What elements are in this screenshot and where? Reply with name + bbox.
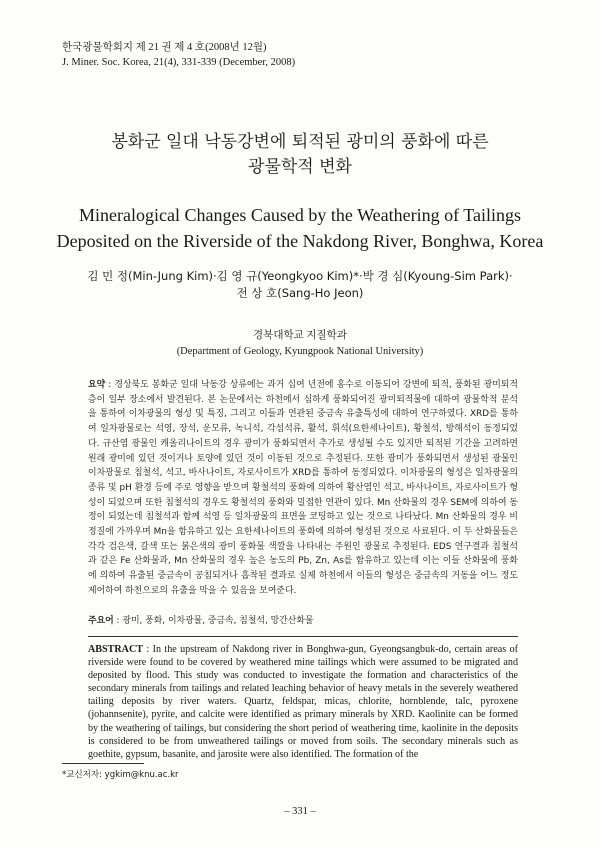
korean-abstract-label: 요약 xyxy=(88,380,106,390)
journal-header-english: J. Miner. Soc. Korea, 21(4), 331-339 (December, 2008) xyxy=(62,57,296,68)
korean-title-line-1: 봉화군 일대 낙동강변에 퇴적된 광미의 풍화에 따른 xyxy=(111,132,489,152)
keywords-label: 주요어 xyxy=(88,616,114,626)
journal-header xyxy=(62,40,295,70)
korean-title-line-2: 광물학적 변화 xyxy=(248,157,352,177)
author-list-line-2: 전 상 호(Sang-Ho Jeon) xyxy=(236,286,364,300)
korean-abstract xyxy=(88,378,518,599)
footnote-divider xyxy=(62,763,144,764)
journal-header-korean: 한국광물학회지 제 21 권 제 4 호(2008년 12월) xyxy=(62,42,267,53)
keywords-text: : 광미, 풍화, 이차광물, 중금속, 침철석, 망간산화물 xyxy=(113,616,314,626)
english-title-line-2: Deposited on the Riverside of the Nakdong River, Bonghwa, Korea xyxy=(56,231,544,251)
author-list-line-1: 김 민 정(Min-Jung Kim)·김 영 규(Yeongkyoo Kim)*·박 경 심(Kyoung-Sim Park)· xyxy=(87,269,513,283)
keywords xyxy=(88,614,518,628)
korean-abstract-text: : 경상북도 봉화군 일대 낙동강 상류에는 과거 십여 년전에 홍수로 이동되어 강변에 퇴적, 풍화된 광미퇴적층이 일부 장소에서 발견된다. 본 논문에서는 하천에서 심하게 풍화되어진 광미퇴적물에 대하여 광물학적 분석을 통하여 이차광물의 형성 및 특징, 그리고 이들과 연관된 중금속 유출특성에 대하여 연구하였다. XRD를 통하여 일차광물로는 석영, 장석, 운모류, 녹니석, 각섬석류, 활석, 휘석(요한세나이트), 황철석, 방해석이 동정되었다. 규산염 광물인 캐올리나이트의 경우 광미가 풍화되면서 추가로 생성될 수도 있지만 퇴적된 기간을 고려하면 원래 광미에 있던 것이거나 토양에 있던 것이 이동된 것으로 추정된다. 또한 광미가 풍화되면서 생성된 광물인 이차광물로 침철석, 석고, 바사나이트, 자로사이트가 XRD를 통하여 동정되었다. 이차광물의 형성은 일차광물의 종류 및 pH 환경 등에 주로 영향을 받으며 황철석의 풍화에 의하여 황산염인 석고, 바사나이트, 자로사이트가 형성이 되었으며 또한 침철석의 경우도 황철석의 풍화와 밀접한 연관이 있다. Mn 산화물의 경우 SEM에 의하여 동정이 되었는데 침철석과 함께 석영 등 일차광물의 표면을 코팅하고 있는 것으로 나타났다. Mn 산화물의 경우 비정질에 가까우며 Mn을 함유하고 있는 요한세나이트의 풍화에 의하여 형성된 것으로 사료된다. 이 두 산화물들은 각각 검은색, 갈색 또는 붉은색의 광미 풍화물 색깔을 나타내는 주원인 광물로 추정된다. EDS 연구결과 침철석과 같은 Fe 산화물과, Mn 산화물의 경우 높은 농도의 Pb, Zn, As를 함유하고 있는데 이는 이들 산화물에 풍화에 의하여 유출된 중금속이 공침되거나 흡착된 결과로 실제 하천에서 이들의 형성은 중금속의 거동을 어느 정도 제어하여 하천으로의 유출을 막을 수 있음을 보여준다. xyxy=(88,380,518,596)
abstract-divider xyxy=(88,636,518,637)
english-abstract-label: ABSTRACT xyxy=(88,644,143,655)
corresponding-author-footnote: *교신저자: ygkim@knu.ac.kr xyxy=(62,770,179,780)
english-abstract-text: : In the upstream of Nakdong river in Bonghwa-gun, Gyeongsangbuk-do, certain areas of riverside were found to be covered by weathered mine tailings which were assumed to be migrated and deposited by flood. This study was conducted to investigate the formation and characteristics of the secondary minerals from tailings and related leaching behavior of heavy metals in the severely weathered tailing deposits by river waters. Quartz, feldspar, micas, chlorite, hornblende, talc, pyroxene (johannsenite), pyrite, and calcite were identified as primary minerals by XRD. Kaolinite can be formed by the weathering of tailings, but considering the short period of weathering time, kaolinite in the deposits is considered to be from unweathered tailings or moved from soils. The secondary minerals such as goethite, gypsum, basanite, and jarosite were also identified. The formation of the xyxy=(88,644,518,760)
affiliation-english: (Department of Geology, Kyungpook National University) xyxy=(176,346,424,357)
english-title-line-1: Mineralogical Changes Caused by the Weathering of Tailings xyxy=(78,205,522,225)
korean-title xyxy=(0,130,600,180)
author-list xyxy=(0,268,600,302)
english-title xyxy=(0,202,600,254)
english-abstract xyxy=(88,643,518,761)
page-number: – 331 – xyxy=(284,806,316,817)
affiliation-korean: 경북대학교 지질학과 xyxy=(253,330,347,341)
affiliation xyxy=(0,328,600,360)
